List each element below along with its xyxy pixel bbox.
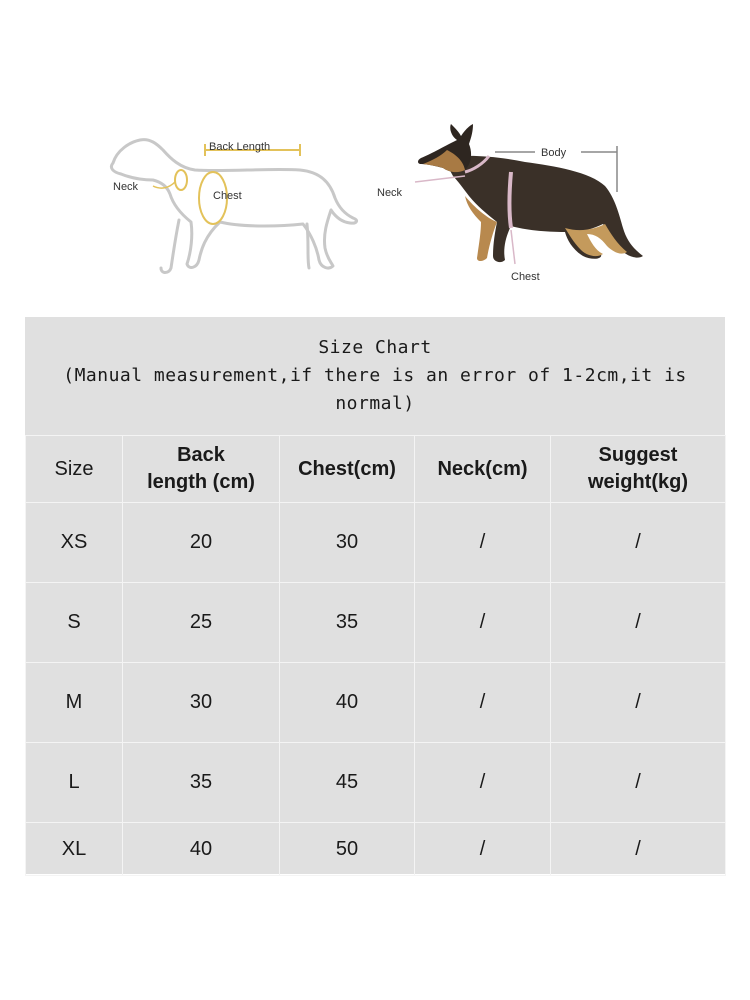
- table-row: [26, 823, 726, 876]
- cell-size: L: [26, 743, 123, 823]
- size-table: [25, 435, 726, 876]
- cell-chest: 45: [280, 743, 415, 823]
- cell-neck: /: [415, 823, 551, 876]
- cell-neck: /: [415, 583, 551, 663]
- cell-chest: 40: [280, 663, 415, 743]
- table-header-row: [26, 436, 726, 503]
- cell-neck: /: [415, 503, 551, 583]
- cell-weight: /: [551, 663, 726, 743]
- cell-chest: 50: [280, 823, 415, 876]
- cell-weight: /: [551, 583, 726, 663]
- size-chart-note: (Manual measurement,if there is an error of 1-2cm,it is normal): [63, 365, 687, 414]
- cell-back-length: 25: [123, 583, 280, 663]
- cell-size: S: [26, 583, 123, 663]
- cell-neck: /: [415, 743, 551, 823]
- cell-back-length: 20: [123, 503, 280, 583]
- cell-size: M: [26, 663, 123, 743]
- back-length-label: Back Length: [209, 141, 271, 153]
- table-row: [26, 743, 726, 823]
- table-row: [26, 663, 726, 743]
- cell-back-length: 40: [123, 823, 280, 876]
- header-chest: Chest(cm): [280, 436, 415, 503]
- cell-weight: /: [551, 743, 726, 823]
- header-neck: Neck(cm): [415, 436, 551, 503]
- cell-size: XL: [26, 823, 123, 876]
- chest-label-left: Chest: [213, 190, 242, 202]
- size-chart: [25, 317, 725, 874]
- table-row: [26, 503, 726, 583]
- cell-size: XS: [26, 503, 123, 583]
- neck-label-right: Neck: [377, 187, 403, 199]
- dog-outline-diagram: [95, 110, 375, 295]
- measurement-illustrations: [0, 0, 750, 300]
- header-back-length: Back length (cm): [123, 436, 280, 503]
- size-chart-title: Size Chart: [318, 337, 432, 358]
- table-row: [26, 583, 726, 663]
- cell-back-length: 35: [123, 743, 280, 823]
- cell-weight: /: [551, 503, 726, 583]
- header-suggest-weight: Suggest weight(kg): [551, 436, 726, 503]
- german-shepherd-drawing: [365, 110, 665, 295]
- header-size: Size: [26, 436, 123, 503]
- size-chart-header: [25, 317, 725, 436]
- chest-label-right: Chest: [511, 271, 540, 283]
- cell-back-length: 30: [123, 663, 280, 743]
- dog-outline-drawing: [95, 110, 375, 295]
- body-label: Body: [541, 147, 567, 159]
- cell-chest: 35: [280, 583, 415, 663]
- cell-chest: 30: [280, 503, 415, 583]
- neck-label-left: Neck: [113, 181, 139, 193]
- cell-weight: /: [551, 823, 726, 876]
- dog-photo-diagram: [365, 110, 665, 295]
- cell-neck: /: [415, 663, 551, 743]
